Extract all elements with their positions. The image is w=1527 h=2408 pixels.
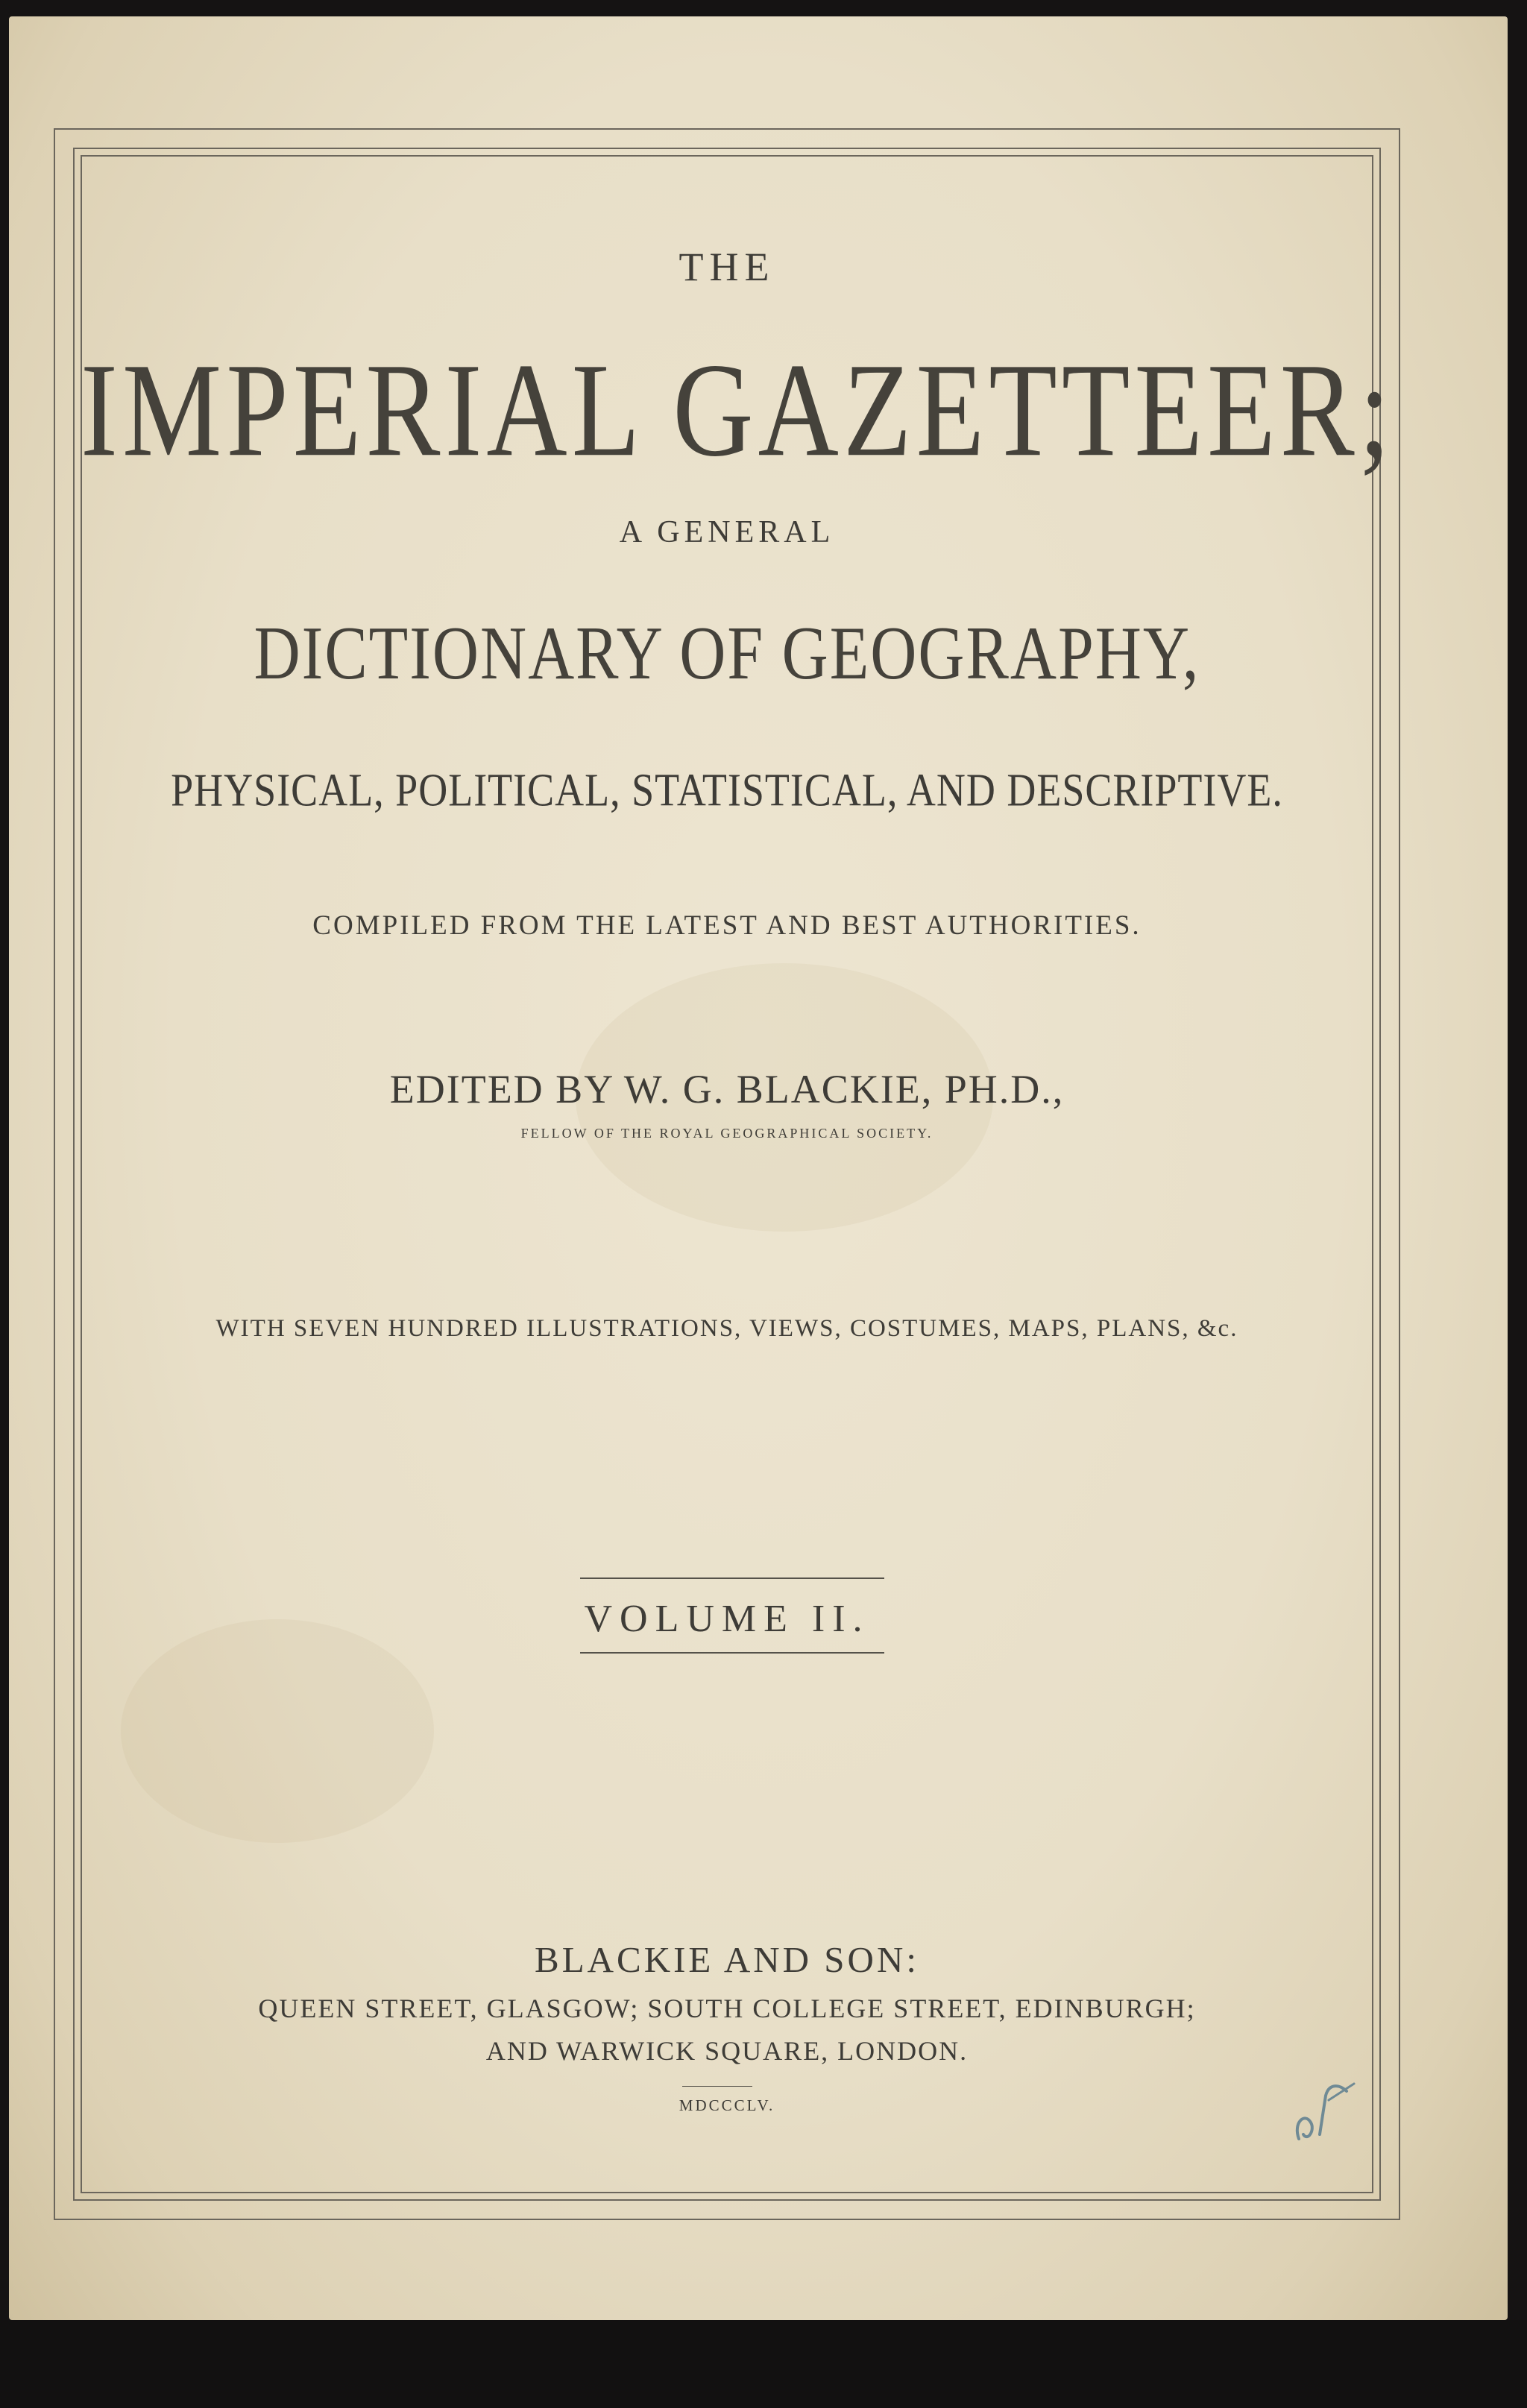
volume-rule-bottom: [580, 1652, 884, 1654]
editor-line: EDITED BY W. G. BLACKIE, PH.D.,: [389, 1067, 1065, 1112]
volume-label: VOLUME II.: [584, 1598, 870, 1640]
editor-credential: FELLOW OF THE ROYAL GEOGRAPHICAL SOCIETY.: [520, 1126, 933, 1141]
publisher-address-2: AND WARWICK SQUARE, LONDON.: [485, 2036, 969, 2066]
subtitle-descriptor: PHYSICAL, POLITICAL, STATISTICAL, AND DESCRIPTIVE.: [171, 764, 1283, 816]
publisher-address-1: QUEEN STREET, GLASGOW; SOUTH COLLEGE STREET, EDINBURGH;: [258, 1993, 1196, 2023]
main-title: IMPERIAL GAZETTEER;: [81, 335, 1395, 485]
page-edge-shadow: [0, 2320, 1527, 2408]
book-page: [9, 16, 1508, 2320]
title-connector: A GENERAL: [619, 515, 835, 549]
publisher-name: BLACKIE AND SON:: [535, 1939, 919, 1980]
subtitle: DICTIONARY OF GEOGRAPHY,: [254, 611, 1200, 696]
compilation-note: COMPILED FROM THE LATEST AND BEST AUTHORITIES.: [312, 910, 1142, 941]
publication-date: MDCCCLV.: [679, 2096, 775, 2114]
volume-rule-top: [580, 1578, 884, 1579]
date-rule: [682, 2086, 752, 2087]
title-article: THE: [679, 245, 775, 289]
handwritten-pencil-mark: [1285, 2070, 1367, 2152]
illustrations-note: WITH SEVEN HUNDRED ILLUSTRATIONS, VIEWS, COSTUMES, MAPS, PLANS, &c.: [215, 1315, 1238, 1342]
